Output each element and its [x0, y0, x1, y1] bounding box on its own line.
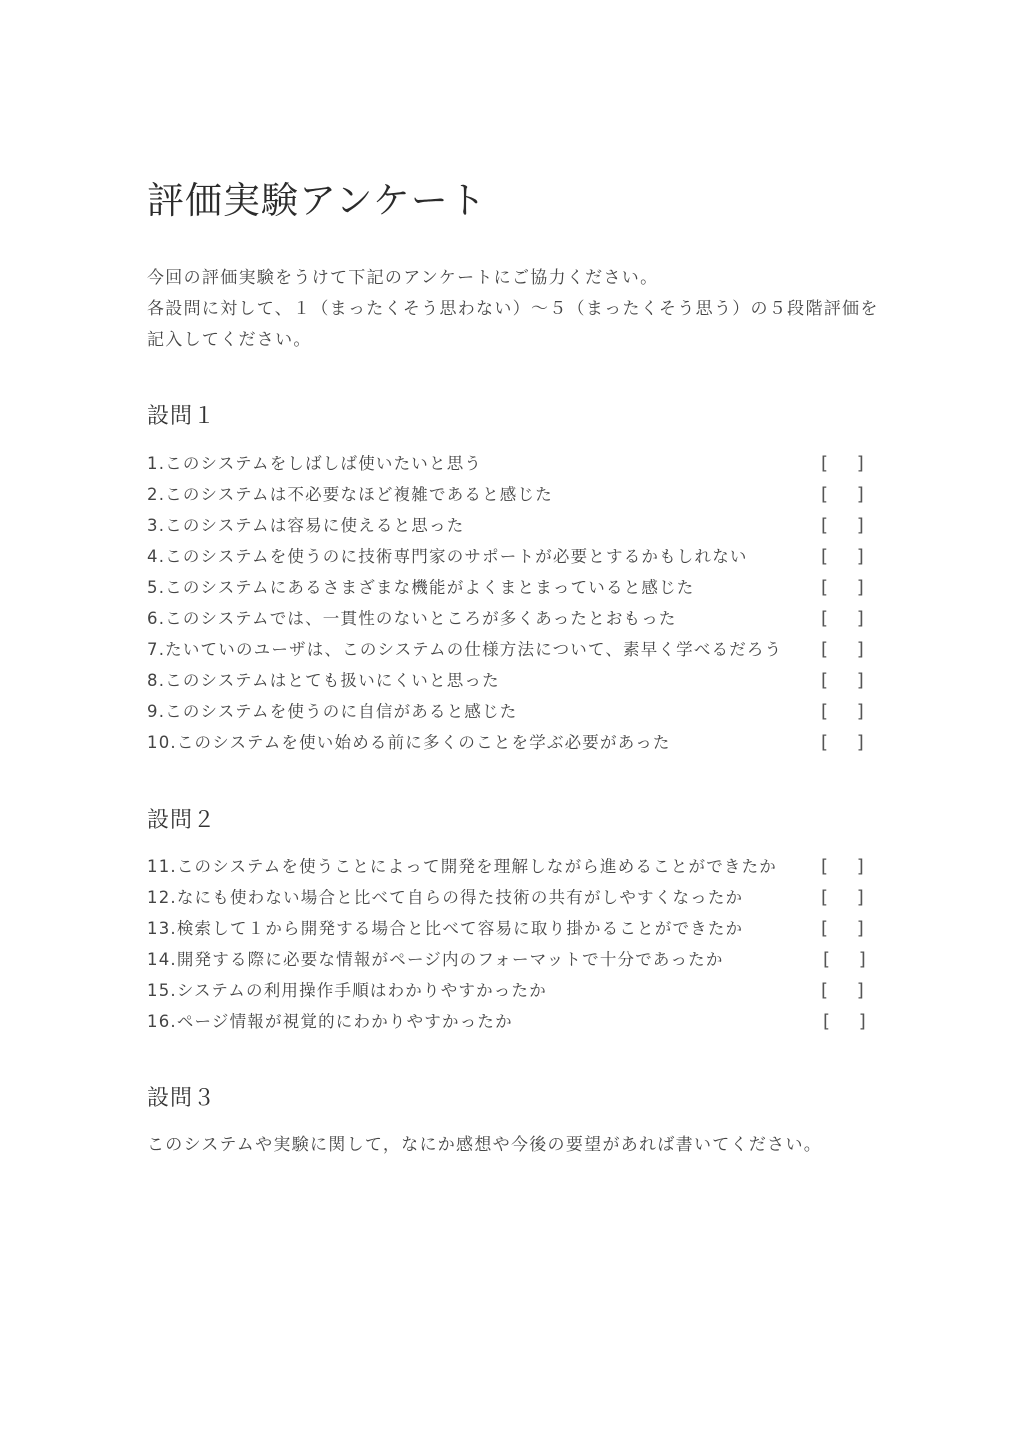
bracket-open: [	[821, 887, 830, 908]
bracket-open: [	[821, 484, 830, 505]
answer-field[interactable]	[823, 1006, 867, 1037]
answer-field[interactable]	[821, 665, 865, 696]
bracket-open: [	[823, 1011, 832, 1032]
question-item	[147, 510, 867, 541]
question-item	[147, 665, 867, 696]
question-text: 7.たいていのユーザは、このシステムの仕様方法について、素早く学べるだろう	[147, 640, 783, 659]
question-item	[147, 727, 867, 758]
bracket-close: ]	[856, 701, 865, 722]
question-text: 14.開発する際に必要な情報がページ内のフォーマットで十分であったか	[147, 950, 724, 969]
bracket-close: ]	[856, 887, 865, 908]
question-text: 4.このシステムを使うのに技術専門家のサポートが必要とするかもしれない	[147, 547, 748, 566]
bracket-close: ]	[856, 546, 865, 567]
bracket-open: [	[821, 515, 830, 536]
section-3-heading: 設問３	[147, 1086, 217, 1111]
answer-field[interactable]	[821, 479, 865, 510]
answer-field[interactable]	[821, 603, 865, 634]
question-item	[147, 975, 867, 1006]
answer-field[interactable]	[821, 913, 865, 944]
bracket-close: ]	[856, 639, 865, 660]
question-item	[147, 479, 867, 510]
question-item	[147, 448, 867, 479]
answer-field[interactable]	[821, 975, 865, 1006]
bracket-open: [	[821, 577, 830, 598]
answer-field[interactable]	[821, 634, 865, 665]
page-title: 評価実験アンケート	[147, 179, 487, 222]
answer-field[interactable]	[821, 882, 865, 913]
question-text: 2.このシステムは不必要なほど複雑であると感じた	[147, 485, 553, 504]
bracket-open: [	[821, 918, 830, 939]
question-text: 11.このシステムを使うことによって開発を理解しながら進めることができたか	[147, 857, 777, 876]
intro-line: 今回の評価実験をうけて下記のアンケートにご協力ください。	[147, 268, 659, 288]
answer-field[interactable]	[821, 448, 865, 479]
bracket-open: [	[821, 670, 830, 691]
section-2-heading: 設問２	[147, 808, 217, 833]
question-text: 13.検索して１から開発する場合と比べて容易に取り掛かることができたか	[147, 919, 744, 938]
answer-field[interactable]	[821, 696, 865, 727]
question-text: 10.このシステムを使い始める前に多くのことを学ぶ必要があった	[147, 733, 671, 752]
question-item	[147, 913, 867, 944]
bracket-close: ]	[858, 949, 867, 970]
section-2-question-list	[147, 851, 867, 1037]
intro-line: 記入してください。	[147, 330, 312, 350]
question-text: 6.このシステムでは、一貫性のないところが多くあったとおもった	[147, 609, 677, 628]
bracket-open: [	[821, 980, 830, 1001]
question-item	[147, 851, 867, 882]
answer-field[interactable]	[821, 727, 865, 758]
intro-line: 各設問に対して、１（まったくそう思わない）～５（まったくそう思う）の５段階評価を	[147, 299, 879, 319]
bracket-close: ]	[856, 577, 865, 598]
question-item	[147, 882, 867, 913]
question-text: 1.このシステムをしばしば使いたいと思う	[147, 454, 483, 473]
bracket-close: ]	[856, 453, 865, 474]
bracket-close: ]	[856, 980, 865, 1001]
bracket-open: [	[821, 732, 830, 753]
free-comment-prompt: このシステムや実験に関して，なにか感想や今後の要望があれば書いてください。	[147, 1135, 823, 1155]
question-item	[147, 696, 867, 727]
bracket-open: [	[821, 546, 830, 567]
bracket-open: [	[821, 608, 830, 629]
bracket-close: ]	[856, 732, 865, 753]
question-text: 15.システムの利用操作手順はわかりやすかったか	[147, 981, 547, 1000]
question-item	[147, 603, 867, 634]
bracket-open: [	[821, 639, 830, 660]
question-item	[147, 634, 867, 665]
bracket-close: ]	[856, 856, 865, 877]
answer-field[interactable]	[821, 572, 865, 603]
bracket-close: ]	[858, 1011, 867, 1032]
question-item	[147, 944, 867, 975]
question-text: 12.なにも使わない場合と比べて自らの得た技術の共有がしやすくなったか	[147, 888, 744, 907]
bracket-close: ]	[856, 515, 865, 536]
answer-field[interactable]	[821, 541, 865, 572]
question-text: 8.このシステムはとても扱いにくいと思った	[147, 671, 500, 690]
question-text: 3.このシステムは容易に使えると思った	[147, 516, 465, 535]
answer-field[interactable]	[821, 510, 865, 541]
bracket-close: ]	[856, 918, 865, 939]
bracket-open: [	[821, 701, 830, 722]
question-text: 9.このシステムを使うのに自信があると感じた	[147, 702, 518, 721]
question-item	[147, 1006, 867, 1037]
answer-field[interactable]	[821, 851, 865, 882]
question-item	[147, 541, 867, 572]
bracket-close: ]	[856, 484, 865, 505]
section-1-question-list	[147, 448, 867, 758]
answer-field[interactable]	[823, 944, 867, 975]
bracket-open: [	[821, 453, 830, 474]
bracket-close: ]	[856, 670, 865, 691]
question-text: 16.ページ情報が視覚的にわかりやすかったか	[147, 1012, 513, 1031]
bracket-close: ]	[856, 608, 865, 629]
intro-text	[147, 263, 877, 356]
bracket-open: [	[821, 856, 830, 877]
question-item	[147, 572, 867, 603]
question-text: 5.このシステムにあるさまざまな機能がよくまとまっていると感じた	[147, 578, 695, 597]
bracket-open: [	[823, 949, 832, 970]
section-1-heading: 設問１	[147, 404, 217, 429]
